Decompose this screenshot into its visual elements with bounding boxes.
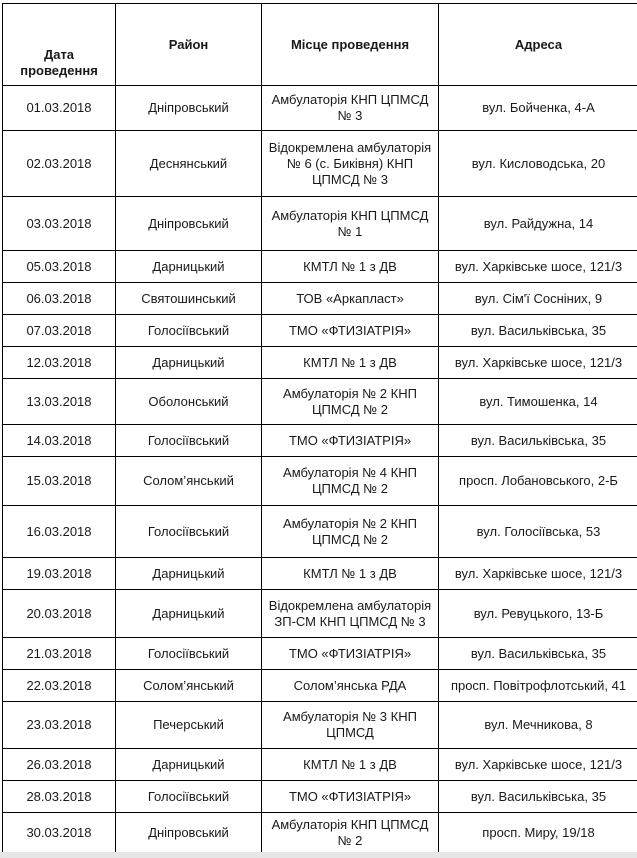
cell-address: вул. Ревуцького, 13-Б [439,590,637,638]
table-row [3,457,637,506]
cell-place: КМТЛ № 1 з ДВ [262,749,439,781]
cell-date: 01.03.2018 [3,86,116,131]
cell-district: Деснянський [116,131,262,197]
cell-date: 13.03.2018 [3,379,116,425]
cell-district: Дніпровський [116,197,262,251]
cell-district: Оболонський [116,379,262,425]
table-row [3,347,637,379]
cell-place: Амбулаторія № 2 КНП ЦПМСД № 2 [262,506,439,558]
cell-address: вул. Васильківська, 35 [439,781,637,813]
cell-district: Голосіївський [116,315,262,347]
cell-place: ТМО «ФТИЗІАТРІЯ» [262,781,439,813]
cell-place: Амбулаторія КНП ЦПМСД № 1 [262,197,439,251]
cell-district: Дарницький [116,347,262,379]
cell-district: Дарницький [116,558,262,590]
cell-district: Голосіївський [116,425,262,457]
cell-address: вул. Бойченка, 4-А [439,86,637,131]
cell-place: КМТЛ № 1 з ДВ [262,558,439,590]
cell-date: 12.03.2018 [3,347,116,379]
cell-place: Амбулаторія № 3 КНП ЦПМСД [262,702,439,749]
cell-date: 26.03.2018 [3,749,116,781]
cell-place: ТМО «ФТИЗІАТРІЯ» [262,315,439,347]
cell-address: вул. Харківське шосе, 121/3 [439,251,637,283]
table-row [3,315,637,347]
cell-district: Голосіївський [116,781,262,813]
cell-district: Печерський [116,702,262,749]
cell-address: вул. Васильківська, 35 [439,425,637,457]
cell-date: 19.03.2018 [3,558,116,590]
cell-place: ТМО «ФТИЗІАТРІЯ» [262,425,439,457]
table-row [3,251,637,283]
cell-address: просп. Лобановського, 2-Б [439,457,637,506]
cell-address: вул. Сім'ї Сосніних, 9 [439,283,637,315]
cell-district: Солом’янський [116,670,262,702]
cell-date: 03.03.2018 [3,197,116,251]
cell-place: Відокремлена амбулаторія ЗП-СМ КНП ЦПМСД № 3 [262,590,439,638]
cell-place: Амбулаторія КНП ЦПМСД № 2 [262,813,439,854]
cell-date: 05.03.2018 [3,251,116,283]
table-row [3,197,637,251]
table-row [3,558,637,590]
cell-district: Дарницький [116,749,262,781]
table-row [3,425,637,457]
cell-district: Святошинський [116,283,262,315]
header-date: Дата проведення [3,4,116,86]
cell-date: 02.03.2018 [3,131,116,197]
header-district: Район [116,4,262,86]
cell-address: вул. Тимошенка, 14 [439,379,637,425]
header-place: Місце проведення [262,4,439,86]
cell-district: Голосіївський [116,638,262,670]
cell-place: ТМО «ФТИЗІАТРІЯ» [262,638,439,670]
table-row [3,638,637,670]
header-row [3,4,637,86]
cell-place: Відокремлена амбулаторія № 6 (с. Биківня) КНП ЦПМСД № 3 [262,131,439,197]
cell-date: 28.03.2018 [3,781,116,813]
table-row [3,749,637,781]
cell-date: 07.03.2018 [3,315,116,347]
cell-date: 16.03.2018 [3,506,116,558]
table-row [3,506,637,558]
cell-address: вул. Харківське шосе, 121/3 [439,558,637,590]
cell-place: ТОВ «Аркапласт» [262,283,439,315]
cell-district: Голосіївський [116,506,262,558]
table-row [3,781,637,813]
cell-date: 22.03.2018 [3,670,116,702]
cell-address: просп. Миру, 19/18 [439,813,637,854]
cell-address: просп. Повітрофлотський, 41 [439,670,637,702]
table-row [3,670,637,702]
cell-address: вул. Харківське шосе, 121/3 [439,347,637,379]
cell-address: вул. Васильківська, 35 [439,315,637,347]
cell-district: Дарницький [116,251,262,283]
cell-date: 20.03.2018 [3,590,116,638]
cell-address: вул. Харківське шосе, 121/3 [439,749,637,781]
cell-date: 15.03.2018 [3,457,116,506]
cell-place: Амбулаторія КНП ЦПМСД № 3 [262,86,439,131]
cell-place: КМТЛ № 1 з ДВ [262,251,439,283]
cell-date: 21.03.2018 [3,638,116,670]
cell-address: вул. Мечникова, 8 [439,702,637,749]
cell-place: КМТЛ № 1 з ДВ [262,347,439,379]
table-row [3,813,637,854]
cell-place: Солом’янська РДА [262,670,439,702]
table-row [3,379,637,425]
cell-district: Дніпровський [116,86,262,131]
cell-district: Дарницький [116,590,262,638]
cell-date: 23.03.2018 [3,702,116,749]
table-row [3,131,637,197]
cell-address: вул. Васильківська, 35 [439,638,637,670]
table-row [3,590,637,638]
table-row [3,283,637,315]
bottom-scroll-strip [0,852,637,858]
header-address: Адреса [439,4,637,86]
table-row [3,702,637,749]
cell-date: 06.03.2018 [3,283,116,315]
cell-date: 30.03.2018 [3,813,116,854]
table-row [3,86,637,131]
cell-address: вул. Кисловодська, 20 [439,131,637,197]
cell-place: Амбулаторія № 2 КНП ЦПМСД № 2 [262,379,439,425]
cell-address: вул. Голосіївська, 53 [439,506,637,558]
schedule-table [2,3,637,854]
cell-date: 14.03.2018 [3,425,116,457]
cell-place: Амбулаторія № 4 КНП ЦПМСД № 2 [262,457,439,506]
cell-address: вул. Райдужна, 14 [439,197,637,251]
cell-district: Дніпровський [116,813,262,854]
cell-district: Солом’янський [116,457,262,506]
